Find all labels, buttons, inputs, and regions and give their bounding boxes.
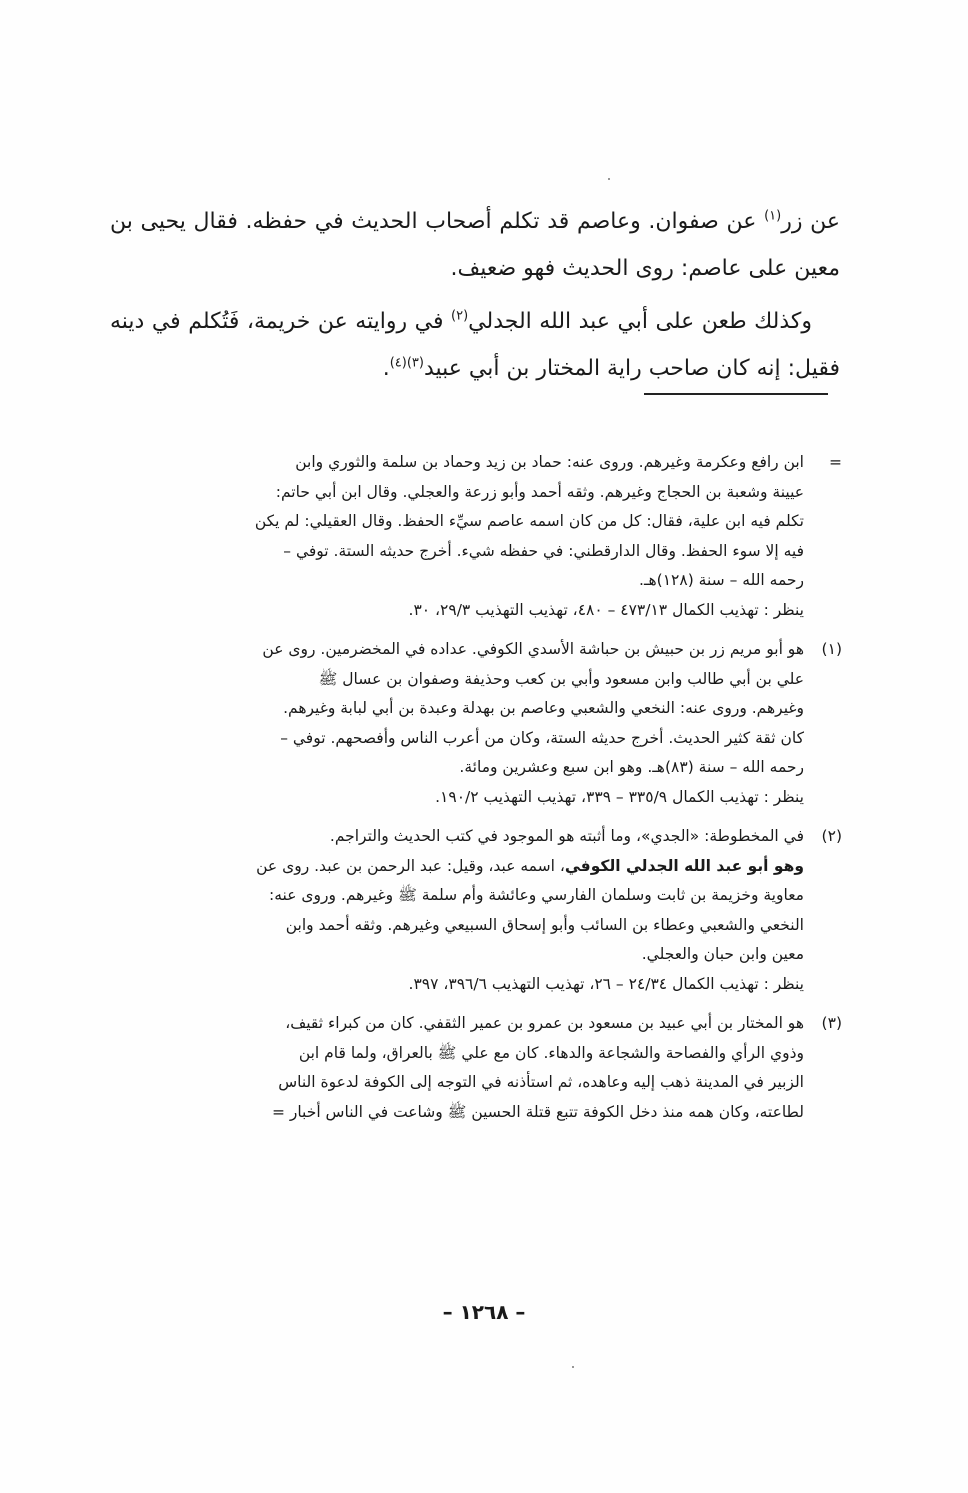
scan-speck bbox=[608, 178, 610, 180]
main-paragraph-2: وكذلك طعن على أبي عبد الله الجدلي$^{(٢)}$ في روايته عن خريمة، فَتُكلم في دينه فقيل: إنه كان صاحب راية المختار بن أبي عبيد$^{(٣)(٤)}$. bbox=[110, 308, 840, 381]
footnote-ref-2: (٢) bbox=[451, 308, 469, 324]
footnotes bbox=[116, 448, 842, 1137]
scan-speck bbox=[572, 1366, 574, 1368]
footnote-2: (٢) في المخطوطة: «الجدي»، وما أثبته هو الموجود في كتب الحديث والتراجم. وهو أبو عبد الله الجدلي الكوفي، اسمه عبد، وقيل: عبد الرحمن بن عبد. روى عن معاوية وخزيمة بن ثابت وسلمان الفارسي وعائشة وأم سلمة ﷺ وغيرهم. وروى عنه: النخعي والشعبي وعطاء بن السائب وأبو إسحاق السبيعي وغيرهم. وثقه أحمد وابن معين وابن حبان والعجلي. ينظر : تهذيب الكمال ٢٤/٣٤ – ٢٦، تهذيب التهذيب ٣٩٦/٦، ٣٩٧. bbox=[116, 822, 842, 999]
footnote-marker: (١) bbox=[821, 640, 842, 658]
footnote-marker: = bbox=[829, 453, 842, 471]
footnote-ref-3-4: (٣)(٤) bbox=[389, 355, 424, 371]
main-text bbox=[110, 198, 840, 392]
footnote-continuation: = ابن رافع وعكرمة وغيرهم. وروى عنه: حماد بن زيد وحماد بن سلمة والثوري وابن عيينة وشعبة بن الحجاج وغيرهم. وثقه أحمد وأبو زرعة والعجلي. وقال ابن أبي حاتم: تكلم فيه ابن علية، فقال: كل من كان اسمه عاصم سيِّء الحفظ. وقال العقيلي: لم يكن فيه إلا سوء الحفظ. وقال الدارقطني: في حفظه شيء. أخرج حديثه الستة. توفي – رحمه الله – سنة (١٢٨)هـ. ينظر : تهذيب الكمال ٤٧٣/١٣ – ٤٨٠، تهذيب التهذيب ٢٩/٣، ٣٠. bbox=[116, 448, 842, 625]
footnote-1: (١) هو أبو مريم زر بن حبيش بن حباشة الأسدي الكوفي. عداده في المخضرمين. روى عن علي بن أبي طالب وابن مسعود وأبي بن كعب وحذيفة وصفوان بن عسال ﷺ وغيرهم. وروى عنه: النخعي والشعبي وعاصم بن بهدلة وعبدة بن أبي لبابة وغيرهم. كان ثقة كثير الحديث. أخرج حديثه الستة، وكان من أعرب الناس وأفصحهم. توفي – رحمه الله – سنة (٨٣)هـ. وهو ابن سبع وعشرين ومائة. ينظر : تهذيب الكمال ٣٣٥/٩ – ٣٣٩، تهذيب التهذيب ١٩٠/٢. bbox=[116, 635, 842, 812]
footnote-ref-1: (١) bbox=[764, 208, 782, 224]
footnote-3: (٣) هو المختار بن أبي عبيد بن مسعود بن عمرو بن عمير الثقفي. كان من كبراء ثقيف، وذوي الرأي والفصاحة والشجاعة والدهاء. كان مع علي ﷺ بالعراق، ولما قام ابن الزبير في المدينة ذهب إليه وعاهده، ثم استأذنه في التوجه إلى الكوفة لدعوة الناس لطاعته، وكان همه منذ دخل الكوفة تتبع قتلة الحسين ﷺ وشاعت في الناس أخبار = bbox=[116, 1009, 842, 1127]
footnote-separator bbox=[644, 393, 828, 395]
main-paragraph-1: عن زر$^{(١)}$ عن صفوان. وعاصم قد تكلم أصحاب الحديث في حفظه. فقال يحيى بن معين على عاصم: روى الحديث فهو ضعيف. bbox=[110, 208, 840, 281]
page-number: – ١٢٦٨ – bbox=[442, 1300, 526, 1324]
footnote-marker: (٣) bbox=[821, 1014, 842, 1032]
footnote-marker: (٢) bbox=[821, 827, 842, 845]
bold-name: وهو أبو عبد الله الجدلي الكوفي bbox=[564, 856, 804, 875]
